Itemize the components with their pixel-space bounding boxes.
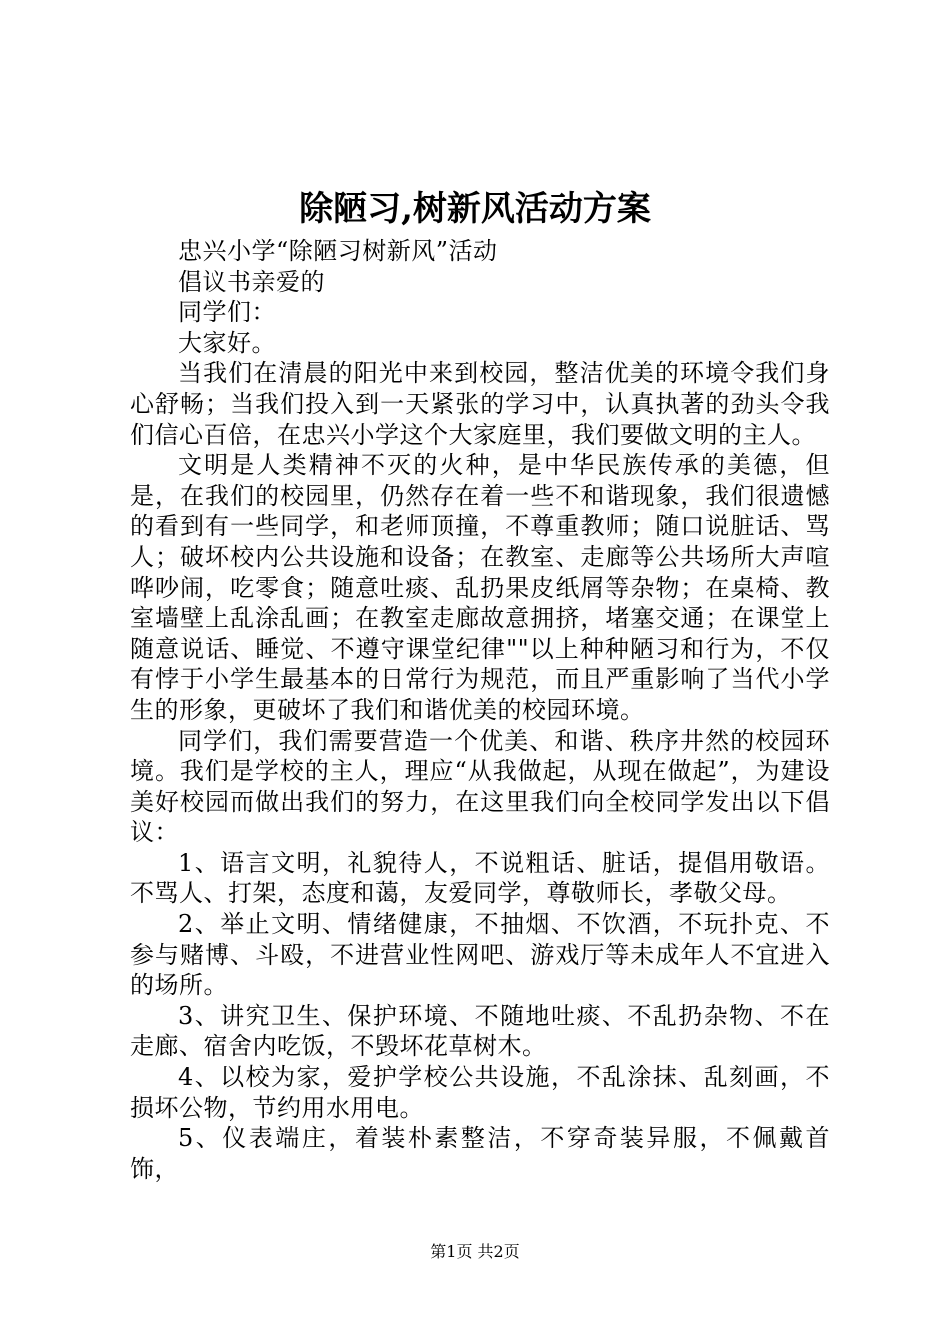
document-body bbox=[130, 236, 830, 1184]
paragraph-call-to-action: 同学们，我们需要营造一个优美、和谐、秩序井然的校园环境。我们是学校的主人，理应“从我做起，从现在做起”，为建设美好校园而做出我们的努力，在这里我们向全校同学发出以下倡议： bbox=[130, 726, 830, 847]
paragraph-proposal-heading: 倡议书亲爱的 bbox=[178, 267, 325, 296]
proposal-item-3: 3、讲究卫生、保护环境、不随地吐痰、不乱扔杂物、不在走廊、宿舍内吃饭，不毁坏花草树木。 bbox=[130, 1001, 830, 1061]
proposal-item-4: 4、以校为家，爱护学校公共设施，不乱涂抹、乱刻画，不损坏公物，节约用水用电。 bbox=[130, 1063, 830, 1122]
proposal-item-1: 1、语言文明，礼貌待人，不说粗话、脏话，提倡用敬语。不骂人、打架，态度和蔼，友爱同学，尊敬师长，孝敬父母。 bbox=[130, 848, 830, 908]
paragraph-problems: 文明是人类精神不灭的火种，是中华民族传承的美德，但是，在我们的校园里，仍然存在着一些不和谐现象，我们很遗憾的看到有一些同学，和老师顶撞，不尊重教师；随口说脏话、骂人；破坏校内公共设施和设备；在教室、走廊等公共场所大声喧哗吵闹，吃零食；随意吐痰、乱扔果皮纸屑等杂物；在桌椅、教室墙壁上乱涂乱画；在教室走廊故意拥挤，堵塞交通；在课堂上随意说话、睡觉、不遵守课堂纪律""以上种种陋习和行为，不仅有悖于小学生最基本的日常行为规范，而且严重影响了当代小学生的形象，更破坏了我们和谐优美的校园环境。 bbox=[130, 451, 830, 724]
paragraph-intro: 当我们在清晨的阳光中来到校园，整洁优美的环境令我们身心舒畅；当我们投入到一天紧张的学习中，认真执著的劲头令我们信心百倍，在忠兴小学这个大家庭里，我们要做文明的主人。 bbox=[130, 359, 830, 449]
document-title: 除陋习,树新风活动方案 bbox=[299, 189, 651, 229]
proposal-item-2: 2、举止文明、情绪健康，不抽烟、不饮酒，不玩扑克、不参与赌博、斗殴，不进营业性网吧、游戏厅等未成年人不宜进入的场所。 bbox=[130, 910, 830, 1000]
paragraph-school-activity: 忠兴小学“除陋习树新风”活动 bbox=[178, 237, 498, 265]
proposal-item-5: 5、仪表端庄，着装朴素整洁，不穿奇装异服，不佩戴首饰， bbox=[130, 1124, 830, 1183]
paragraph-greeting: 大家好。 bbox=[178, 328, 276, 357]
paragraph-salutation: 同学们： bbox=[178, 298, 276, 327]
page-footer: 第1页 共2页 bbox=[430, 1242, 520, 1261]
